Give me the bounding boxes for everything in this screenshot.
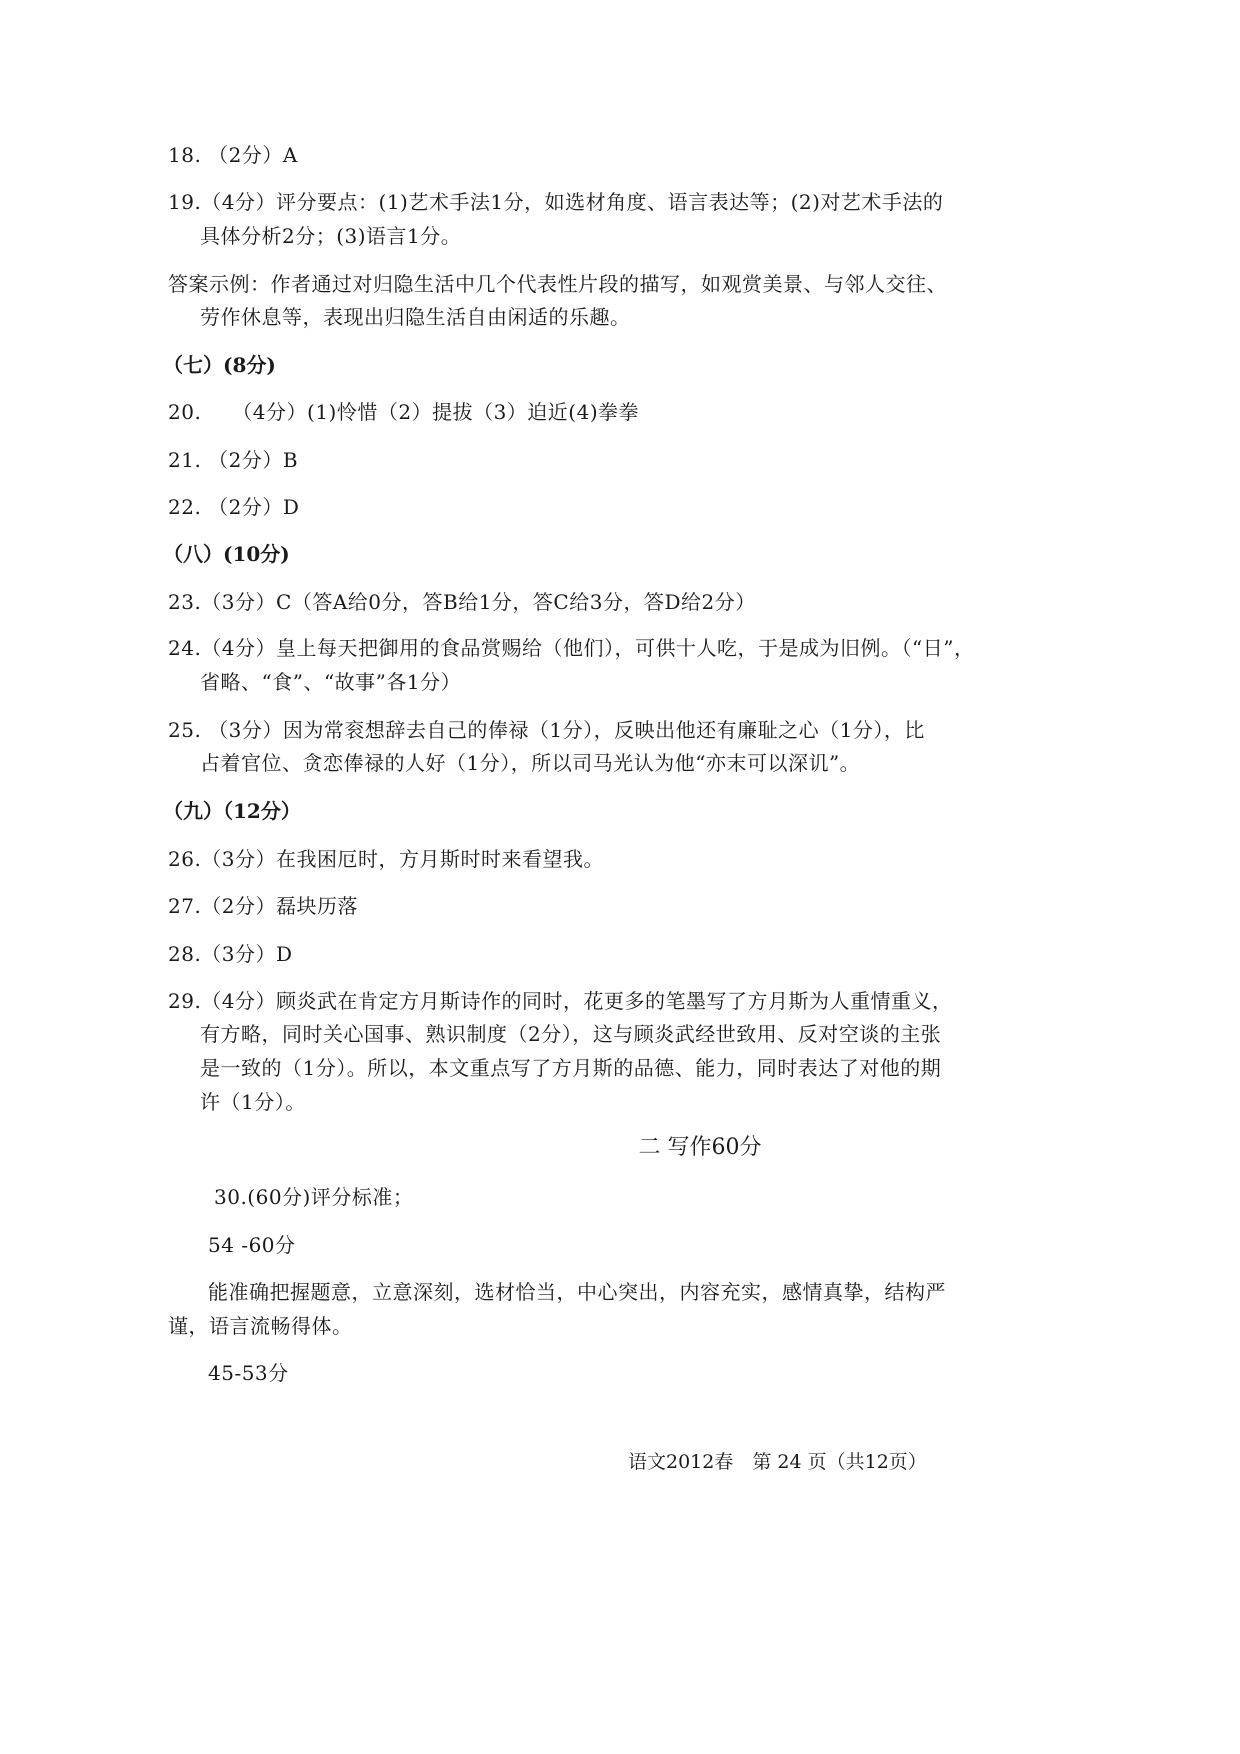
answer-30-heading: 30.(60分)评分标准； (214, 1185, 414, 1209)
answer-28: 28.（3分）D (168, 942, 293, 966)
answer-24-line1: 24.（4分）皇上每天把御用的食品赏赐给（他们），可供十人吃，于是成为旧例。（“日”， (168, 636, 975, 660)
page-footer: 语文2012春 第 24 页（共12页） (628, 1451, 927, 1473)
answer-24-line2: 省略、“食”、“故事”各1分） (200, 670, 462, 694)
section-8-heading: （八）(10分) (163, 542, 290, 566)
answer-29-line4: 许（1分）。 (200, 1090, 306, 1114)
section-7-heading: （七）(8分) (163, 353, 276, 377)
example-answer-line2: 劳作休息等，表现出归隐生活自由闲适的乐趣。 (200, 305, 631, 329)
answer-20: 20. （4分）(1)怜惜（2）提拔（3）迫近(4)拳拳 (168, 400, 640, 424)
section-9-heading: （九）（12分） (163, 799, 301, 823)
example-answer-line1: 答案示例：作者通过对归隐生活中几个代表性片段的描写，如观赏美景、与邻人交往、 (168, 272, 947, 296)
answer-23: 23.（3分）C（答A给0分，答B给1分，答C给3分，答D给2分） (168, 590, 756, 614)
score-band-45-53: 45-53分 (208, 1361, 289, 1385)
answer-26: 26.（3分）在我困厄时，方月斯时时来看望我。 (168, 847, 605, 871)
score-band-54-60-desc-line2: 谨，语言流畅得体。 (168, 1314, 353, 1338)
answer-21: 21. （2分）B (168, 448, 299, 472)
answer-29-line1: 29.（4分）顾炎武在肯定方月斯诗作的同时，花更多的笔墨写了方月斯为人重情重义， (168, 989, 953, 1013)
answer-22: 22. （2分）D (168, 495, 300, 519)
answer-19-line2: 具体分析2分；(3)语言1分。 (200, 224, 462, 248)
answer-18: 18. （2分）A (168, 143, 298, 167)
answer-19-line1: 19.（4分）评分要点：(1)艺术手法1分，如选材角度、语言表达等；(2)对艺术手法的 (168, 190, 944, 214)
answer-27: 27.（2分）磊块历落 (168, 894, 359, 918)
score-band-54-60: 54 -60分 (208, 1233, 296, 1257)
answer-25-line2: 占着官位、贪恋俸禄的人好（1分），所以司马光认为他“亦末可以深讥”。 (200, 751, 861, 775)
answer-25-line1: 25. （3分）因为常衮想辞去自己的俸禄（1分），反映出他还有廉耻之心（1分），比 (168, 718, 925, 742)
score-band-54-60-desc-line1: 能准确把握题意，立意深刻，选材恰当，中心突出，内容充实，感情真挚，结构严 (208, 1280, 946, 1304)
part-2-writing-heading: 二 写作60分 (638, 1135, 762, 1160)
answer-29-line2: 有方略，同时关心国事、熟识制度（2分），这与顾炎武经世致用、反对空谈的主张 (200, 1022, 942, 1046)
answer-29-line3: 是一致的（1分）。所以，本文重点写了方月斯的品德、能力，同时表达了对他的期 (200, 1056, 942, 1080)
